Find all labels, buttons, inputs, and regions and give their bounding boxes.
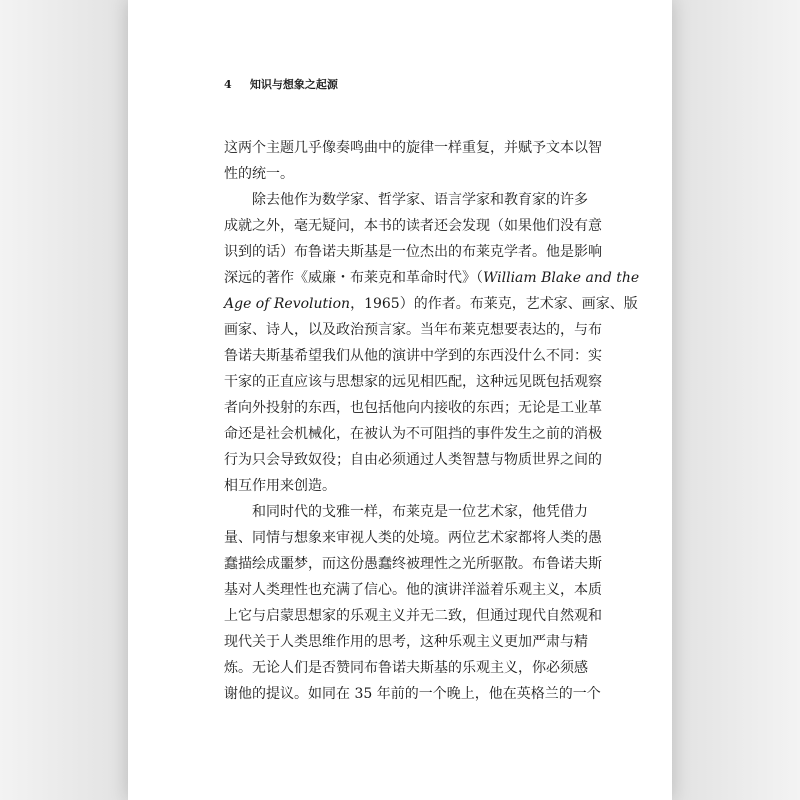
text-line: 上它与启蒙思想家的乐观主义并无二致，但通过现代自然观和 xyxy=(224,608,602,624)
text-span: ，1965）的作者。布莱克，艺术家、画家、版 xyxy=(350,296,638,312)
text-span: 深远的著作《威廉・布莱克和革命时代》（ xyxy=(224,270,483,286)
text-line: 性的统一。 xyxy=(224,166,294,182)
page-gutter-right xyxy=(672,0,800,800)
text-line: 除去他作为数学家、哲学家、语言学家和教育家的许多 xyxy=(252,192,588,208)
text-line: 者向外投射的东西，也包括他向内接收的东西；无论是工业革 xyxy=(224,400,602,416)
text-line: 和同时代的戈雅一样，布莱克是一位艺术家，他凭借力 xyxy=(252,504,588,520)
text-line: 现代关于人类思维作用的思考，这种乐观主义更加严肃与精 xyxy=(224,634,588,650)
page-number: 4 xyxy=(224,78,232,91)
text-line: 干家的正直应该与思想家的远见相匹配，这种远见既包括观察 xyxy=(224,374,602,390)
paragraph xyxy=(224,499,602,707)
text-line xyxy=(224,291,638,317)
text-line: 行为只会导致奴役；自由必须通过人类智慧与物质世界之间的 xyxy=(224,452,602,468)
book-page xyxy=(128,0,672,800)
text-line: 量、同情与想象来审视人类的处境。两位艺术家都将人类的愚 xyxy=(224,530,602,546)
text-line: 这两个主题几乎像奏鸣曲中的旋律一样重复，并赋予文本以智 xyxy=(224,140,602,156)
paragraph xyxy=(224,135,602,187)
running-title: 知识与想象之起源 xyxy=(249,78,338,91)
running-head xyxy=(224,76,338,92)
paragraph xyxy=(224,187,640,499)
text-line: 成就之外，毫无疑问，本书的读者还会发现（如果他们没有意 xyxy=(224,218,602,234)
page-gutter-left xyxy=(0,0,128,800)
text-line: 识到的话）布鲁诺夫斯基是一位杰出的布莱克学者。他是影响 xyxy=(224,244,602,260)
text-line: 基对人类理性也充满了信心。他的演讲洋溢着乐观主义，本质 xyxy=(224,582,602,598)
body-text xyxy=(224,135,640,707)
text-line: 鲁诺夫斯基希望我们从他的演讲中学到的东西没什么不同：实 xyxy=(224,348,602,364)
text-line: 蠢描绘成噩梦，而这份愚蠢终被理性之光所驱散。布鲁诺夫斯 xyxy=(224,556,602,572)
text-line: 命还是社会机械化，在被认为不可阻挡的事件发生之前的消极 xyxy=(224,426,602,442)
text-line xyxy=(224,265,640,291)
text-line: 炼。无论人们是否赞同布鲁诺夫斯基的乐观主义，你必须感 xyxy=(224,660,588,676)
text-line: 相互作用来创造。 xyxy=(224,478,336,494)
text-line: 画家、诗人，以及政治预言家。当年布莱克想要表达的，与布 xyxy=(224,322,602,338)
text-line: 谢他的提议。如同在 35 年前的一个晚上，他在英格兰的一个 xyxy=(224,686,601,702)
book-title-italic: William Blake and the xyxy=(483,270,640,286)
book-title-italic: Age of Revolution xyxy=(224,296,351,312)
